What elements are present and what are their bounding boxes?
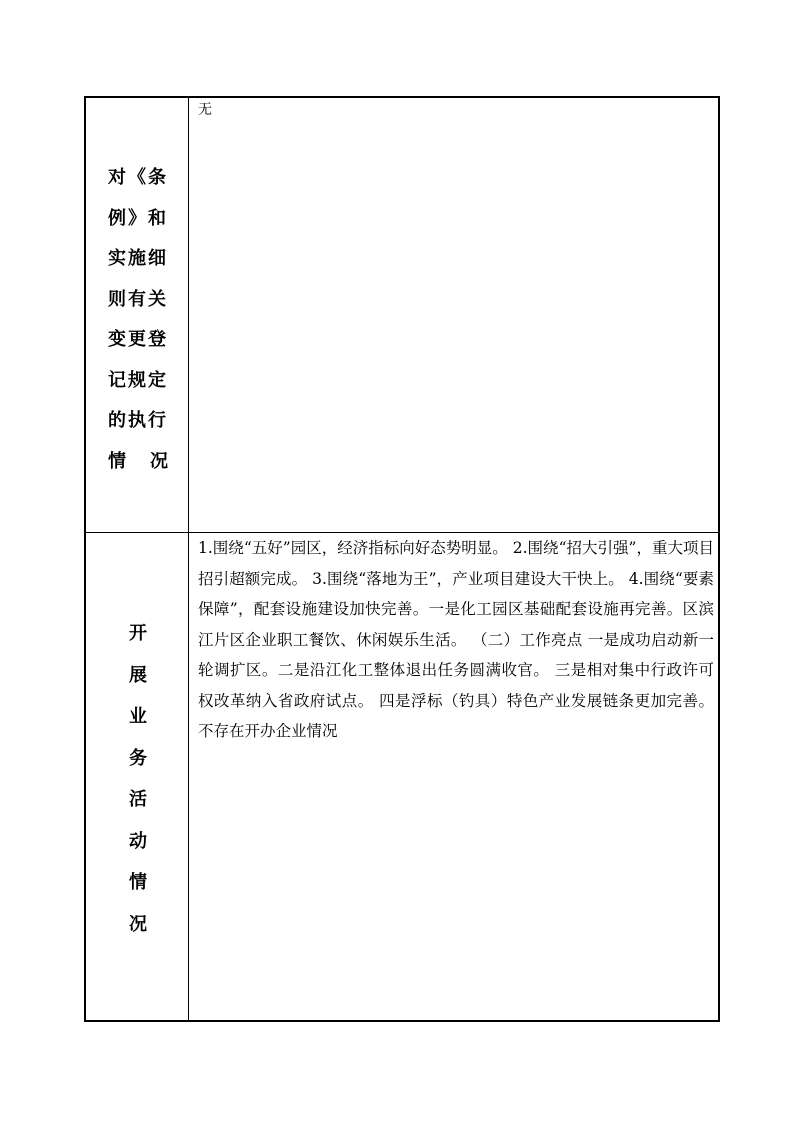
report-table xyxy=(84,96,720,1022)
table-row xyxy=(86,533,718,1020)
row-label-char: 情 xyxy=(108,450,128,472)
row-content-cell xyxy=(190,98,718,532)
row-label-char: 况 xyxy=(150,450,170,472)
row-content-cell xyxy=(190,533,718,1020)
row-content-text: 无 xyxy=(198,102,212,118)
row-label-text: 对《条例》和实施细则有关变更登记规定的执行 xyxy=(108,167,168,431)
row-label-last-line xyxy=(108,442,170,483)
row-content-text: 1.围绕“五好”园区，经济指标向好态势明显。 2.围绕“招大引强”，重大项目招引超额完成。 3.围绕“落地为王”，产业项目建设大干快上。 4.围绕“要素保障”，配套设施建设加快完善。一是化工园区基础配套设施再完善。区滨江片区企业职工餐饮、休闲娱乐生活。 （二）工作亮点 一是成功启动新一轮调扩区。二是沿江化工整体退出任务圆满收官。 三是相对集中行政许可权改革纳入省政府试点。 四是浮标（钓具）特色产业发展链条更加完善。 不存在开办企业情况 xyxy=(198,539,714,740)
row-label xyxy=(108,158,174,482)
row-label: 开展业务活动情况 xyxy=(129,623,147,935)
row-label-cell xyxy=(86,98,189,532)
table-row xyxy=(86,98,718,533)
row-label-cell xyxy=(86,533,189,1020)
